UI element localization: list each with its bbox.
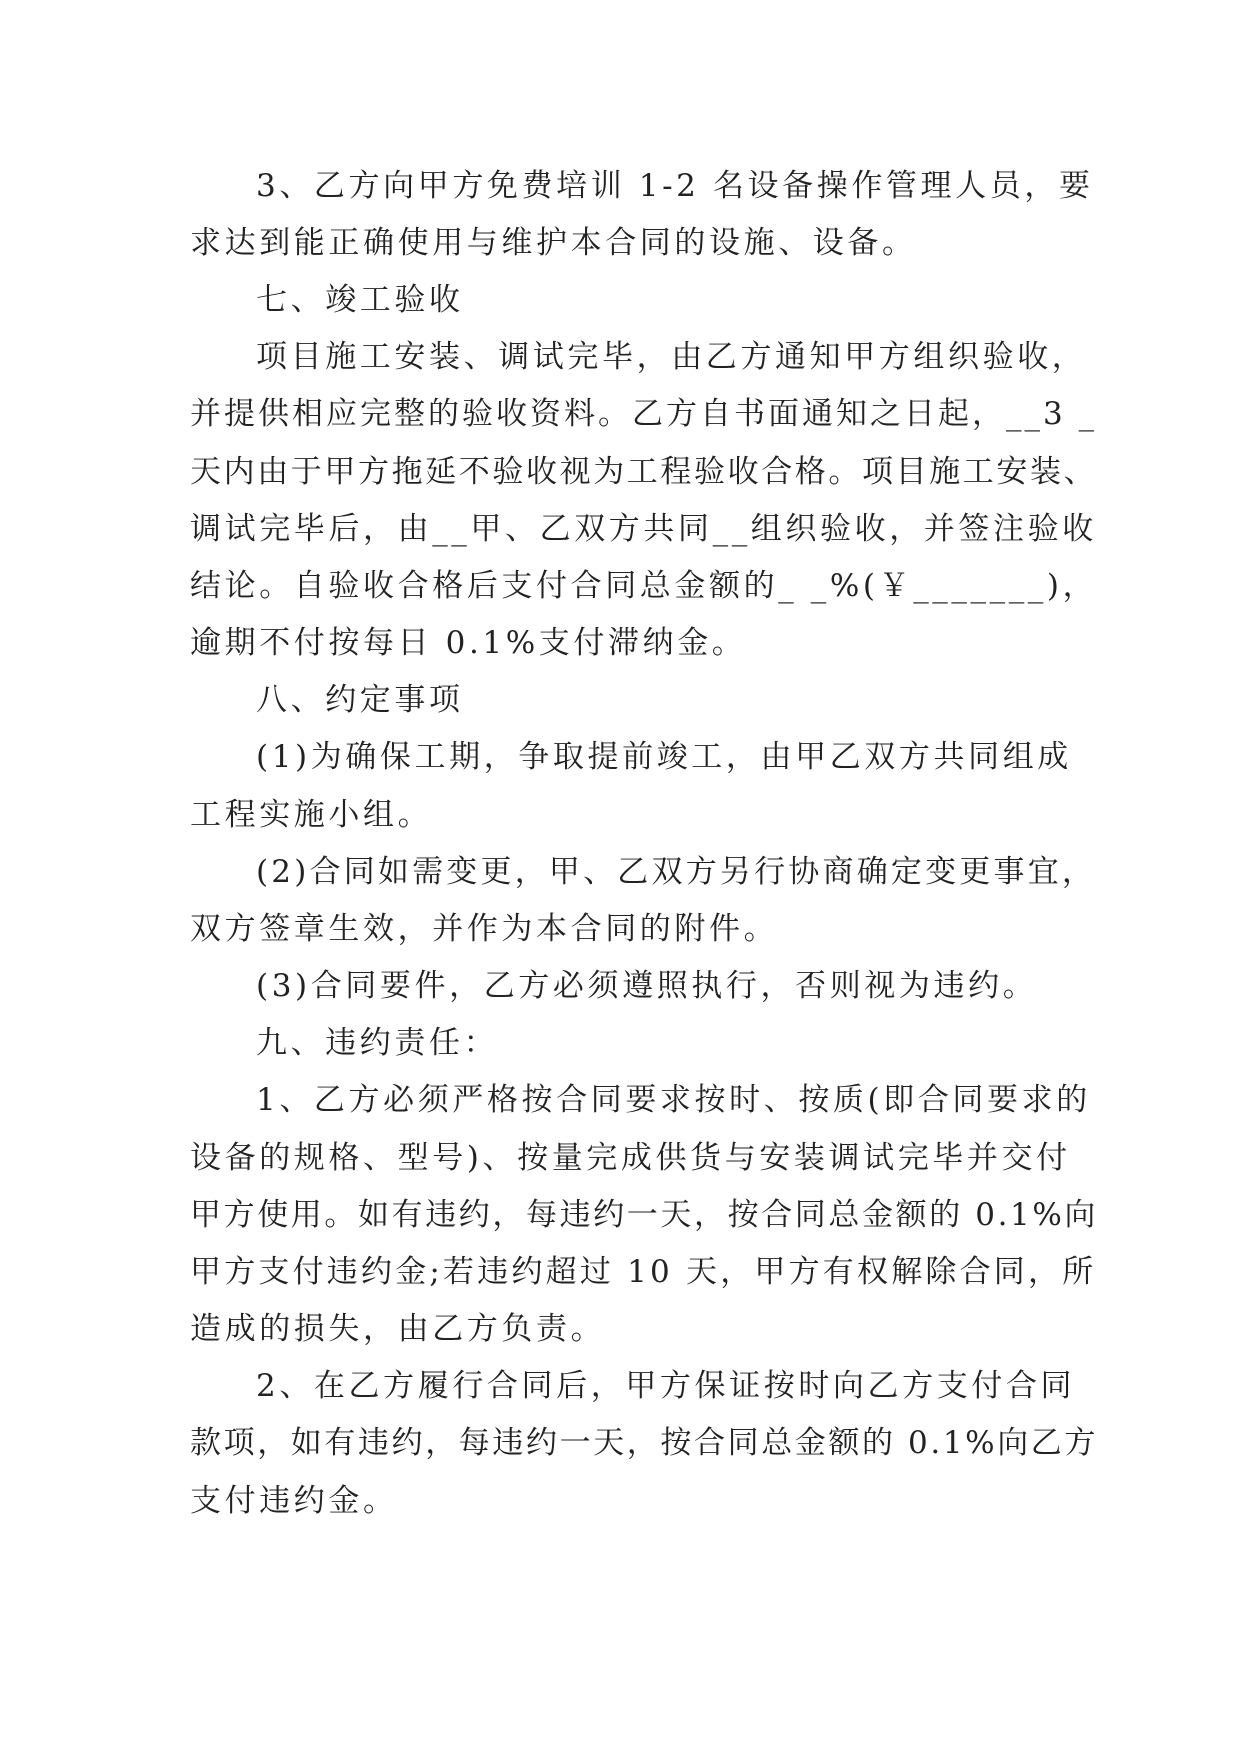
text-line: 设备的规格、型号)、按量完成供货与安装调试完毕并交付 [190,1140,1071,1176]
section-heading: 九、违约责任： [256,1025,499,1061]
text-line: (3)合同要件，乙方必须遵照执行，否则视为违约。 [256,968,1038,1004]
text-line: 天内由于甲方拖延不验收视为工程验收合格。项目施工安装、 [190,454,1098,490]
section-heading: 七、竣工验收 [256,282,464,318]
text-line: 款项，如有违约，每违约一天，按合同总金额的 0.1%向乙方 [190,1425,1099,1461]
text-line: 调试完毕后，由__甲、乙双方共同__组织验收，并签注验收 [190,511,1097,547]
text-line: 支付违约金。 [190,1483,398,1519]
text-line: 甲方支付违约金;若违约超过 10 天，甲方有权解除合同，所 [190,1254,1097,1290]
text-line: 求达到能正确使用与维护本合同的设施、设备。 [190,225,917,261]
text-line: 逾期不付按每日 0.1%支付滞纳金。 [190,625,747,661]
text-line: 1、乙方必须严格按合同要求按时、按质(即合同要求的 [256,1082,1091,1118]
text-line: (2)合同如需变更，甲、乙双方另行协商确定变更事宜， [256,854,1097,890]
text-line: 甲方使用。如有违约，每违约一天，按合同总金额的 0.1%向 [190,1197,1099,1233]
text-line: 结论。自验收合格后支付合同总金额的_ _%(￥_______)， [190,568,1098,604]
text-line: 双方签章生效，并作为本合同的附件。 [190,911,779,947]
text-line: (1)为确保工期，争取提前竣工，由甲乙双方共同组成 [256,739,1072,775]
text-line: 项目施工安装、调试完毕，由乙方通知甲方组织验收， [256,339,1087,375]
text-line: 3、乙方向甲方免费培训 1-2 名设备操作管理人员，要 [256,168,1094,204]
text-line: 并提供相应完整的验收资料。乙方自书面通知之日起，__3 _ [190,396,1098,432]
text-line: 工程实施小组。 [190,797,433,833]
text-line: 2、在乙方履行合同后，甲方保证按时向乙方支付合同 [256,1368,1076,1404]
section-heading: 八、约定事项 [256,682,464,718]
text-line: 造成的损失，由乙方负责。 [190,1311,606,1347]
